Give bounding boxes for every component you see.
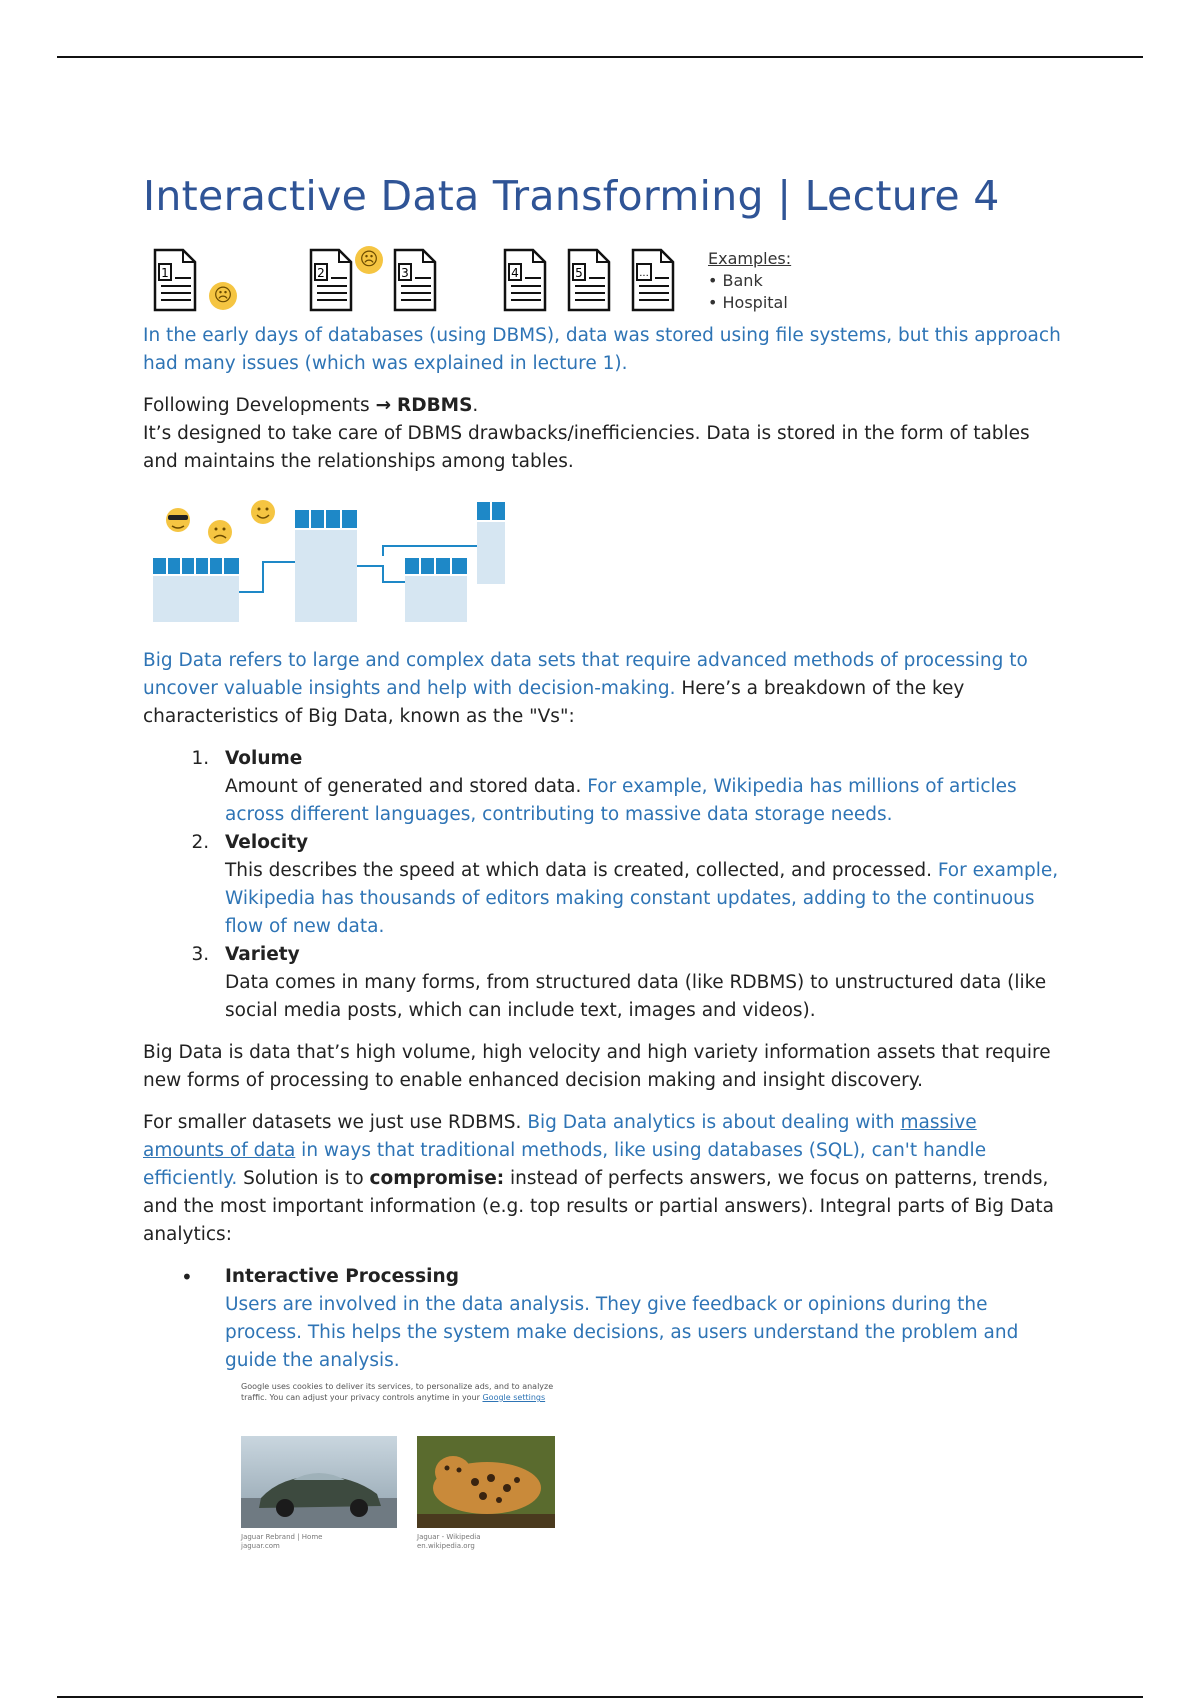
- vs-text: Data comes in many forms, from structured data (like RDBMS) to unstructured data (like social media posts, which can include text, images and videos).: [225, 972, 1047, 1021]
- bottom-rule: [57, 1696, 1143, 1698]
- search-results-figure: [241, 1381, 559, 1551]
- document-icon: [631, 248, 675, 312]
- list-item: [215, 941, 1063, 1025]
- part-title: Interactive Processing: [225, 1266, 459, 1287]
- vs-text: This describes the speed at which data is created, collected, and processed.: [225, 860, 938, 881]
- jaguar-caption[interactable]: [417, 1533, 481, 1551]
- example-item: • Hospital: [708, 293, 788, 312]
- part-text: Users are involved in the data analysis. They give feedback or opinions during the process. This helps the system make decisions, as users understand the problem and guide the analysis.: [225, 1294, 1019, 1371]
- vs-list: [143, 745, 1063, 1025]
- big-data-summary: Big Data is data that’s high volume, high velocity and high variety information assets that require new forms of processing to enable enhanced decision making and insight discovery.: [143, 1042, 1051, 1091]
- big-data-definition-black: Here’s a breakdown of the key characteristics of Big Data, known as the "Vs":: [143, 678, 965, 727]
- car-image[interactable]: [241, 1436, 397, 1528]
- document-icon: [567, 248, 611, 312]
- cookie-notice: [241, 1381, 559, 1403]
- document-icon: [503, 248, 547, 312]
- examples-box: [708, 248, 791, 314]
- cool-face-icon: [166, 508, 190, 532]
- big-data-definition: [143, 647, 1063, 731]
- analytics-text: Solution is to: [237, 1168, 370, 1189]
- analytics-text: instead of perfects answers, we focus on patterns, trends, and the most important information (e.g. top results or partial answers). Integral parts of Big Data analytics:: [143, 1168, 1055, 1245]
- caption-title: Jaguar Rebrand | Home: [241, 1533, 323, 1541]
- relation-line: [383, 546, 477, 556]
- analytics-blue: Big Data analytics is about dealing with: [527, 1112, 901, 1133]
- jaguar-animal-image[interactable]: [417, 1436, 555, 1528]
- list-item: [215, 829, 1063, 941]
- example-item: • Bank: [708, 271, 763, 290]
- rdbms-paragraph: [143, 392, 1063, 476]
- vs-text: Amount of generated and stored data.: [225, 776, 588, 797]
- rdbms-lead: Following Developments: [143, 395, 376, 416]
- rdbms-period: .: [472, 395, 479, 416]
- table-graphic: [477, 502, 505, 584]
- document-icon: [309, 248, 353, 312]
- cookie-text: Google uses cookies to deliver its services, to personalize ads, and to analyze traffic. You can adjust your privacy controls anytime in your: [241, 1382, 554, 1402]
- sad-face-icon: ☹: [209, 282, 237, 310]
- compromise-term: compromise:: [369, 1168, 505, 1189]
- document-icon: [153, 248, 197, 312]
- analytics-text: For smaller datasets we just use RDBMS.: [143, 1112, 528, 1133]
- rdbms-tables-figure: [143, 496, 533, 624]
- doc-number: 1: [161, 266, 169, 280]
- file-systems-figure: [153, 248, 973, 322]
- car-caption[interactable]: [241, 1533, 322, 1551]
- list-item: [215, 745, 1063, 829]
- relation-line: [357, 566, 405, 582]
- analytics-blue: in ways that traditional methods, like using databases (SQL), can't handle efficiently.: [143, 1140, 987, 1189]
- examples-heading: Examples:: [708, 249, 792, 268]
- vs-title: 1. Volume: [225, 748, 303, 769]
- caption-source: jaguar.com: [241, 1542, 280, 1550]
- document-page: [143, 170, 1063, 1551]
- doc-number: 4: [511, 266, 519, 280]
- vs-title: 2. Velocity: [225, 832, 309, 853]
- frown-face-icon: ☹: [355, 246, 383, 274]
- google-settings-link[interactable]: Google settings: [482, 1393, 546, 1402]
- analytics-parts-list: [143, 1263, 1063, 1375]
- sad-face-icon: [208, 520, 232, 544]
- doc-number: 5: [575, 266, 583, 280]
- rdbms-term: RDBMS: [396, 395, 473, 416]
- vs-title: 3. Variety: [225, 944, 300, 965]
- table-graphic: [295, 510, 357, 622]
- doc-number: ...: [639, 268, 649, 279]
- list-item: [181, 1263, 1063, 1375]
- analytics-paragraph: [143, 1109, 1063, 1249]
- table-graphic: [153, 558, 239, 622]
- doc-number: 3: [401, 266, 409, 280]
- relation-line: [239, 562, 295, 592]
- massive-data-link[interactable]: massive amounts of data: [143, 1112, 977, 1161]
- document-icon: [393, 248, 437, 312]
- page-title: Interactive Data Transforming | Lecture 4: [143, 172, 1000, 220]
- happy-face-icon: [251, 500, 275, 524]
- table-graphic: [405, 558, 467, 622]
- rdbms-description: It’s designed to take care of DBMS drawbacks/inefficiencies. Data is stored in the form of tables and maintains the relationships among tables.: [143, 423, 1030, 472]
- caption-title: Jaguar - Wikipedia: [417, 1533, 481, 1541]
- vs-example: For example, Wikipedia has thousands of editors making constant updates, adding to the continuous flow of new data.: [225, 860, 1059, 937]
- caption-source: en.wikipedia.org: [417, 1542, 475, 1550]
- top-rule: [57, 56, 1143, 58]
- big-data-definition-blue: Big Data refers to large and complex data sets that require advanced methods of processing to uncover valuable insights and help with decision-making.: [143, 650, 1028, 699]
- intro-paragraph: In the early days of databases (using DBMS), data was stored using file systems, but this approach had many issues (which was explained in lecture 1).: [143, 325, 1061, 374]
- doc-number: 2: [317, 266, 325, 280]
- bullet-icon: •: [181, 1265, 193, 1289]
- vs-example: For example, Wikipedia has millions of articles across different languages, contributing to massive data storage needs.: [225, 776, 1017, 825]
- arrow-icon: →: [375, 395, 392, 416]
